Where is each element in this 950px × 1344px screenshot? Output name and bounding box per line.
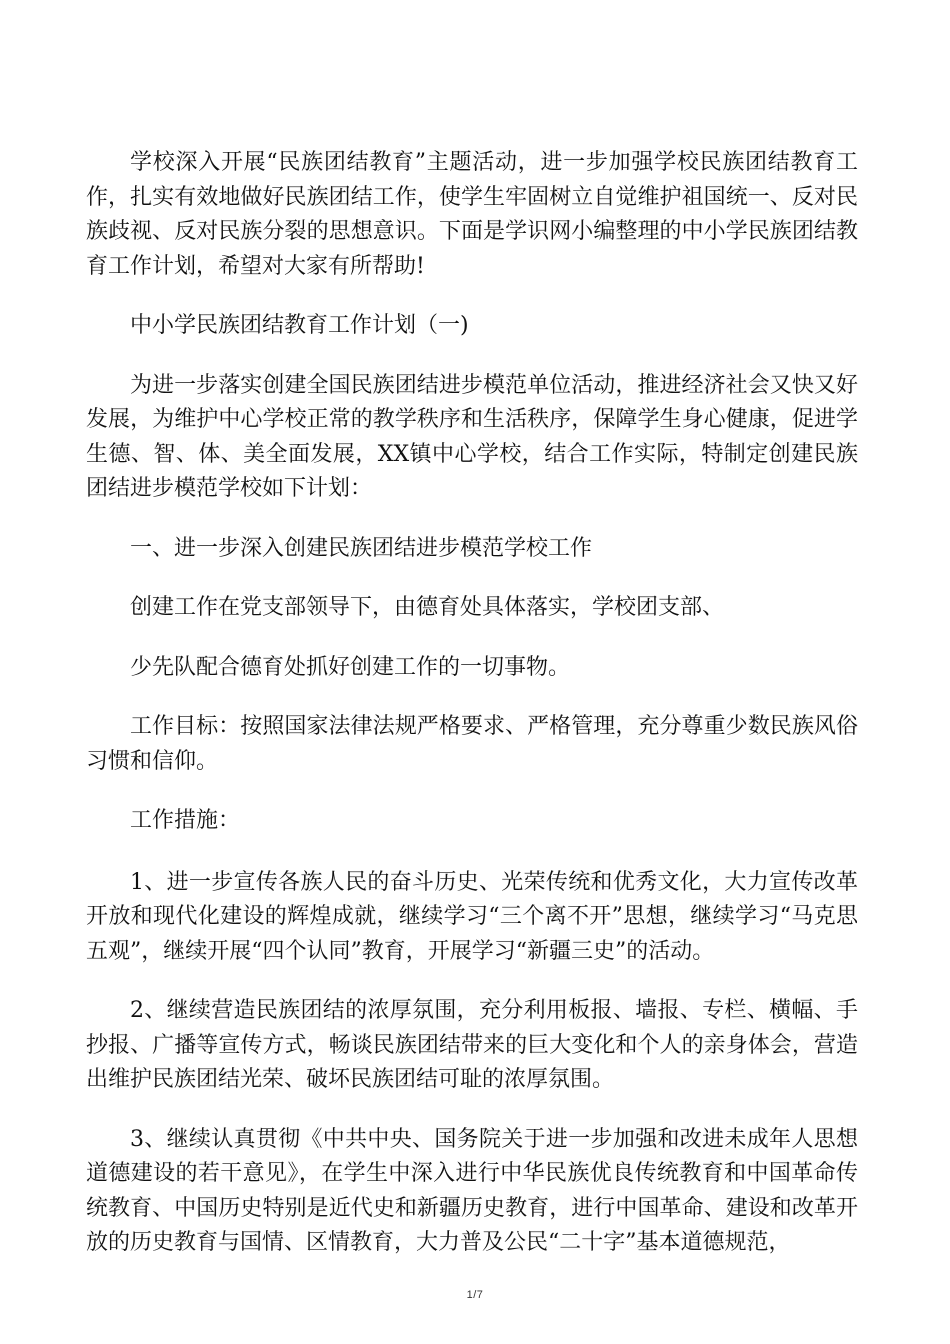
measure-item-3: 3、继续认真贯彻《中共中央、国务院关于进一步加强和改进未成年人思想道德建设的若干意见》，在学生中深入进行中华民族优良传统教育和中国革命传统教育、中国历史特别是近代史和新疆历史教育，进行中国革命、建设和改革开放的历史教育与国情、区情教育，大力普及公民“二十字”基本道德规范， (86, 1126, 858, 1255)
page-number: 1/7 (466, 1289, 484, 1301)
section-heading-item-one: 一、进一步深入创建民族团结进步模范学校工作 (130, 535, 593, 561)
document-page (86, 146, 858, 1286)
intro-paragraph: 学校深入开展“民族团结教育”主题活动，进一步加强学校民族团结教育工作，扎实有效地做好民族团结工作，使学生牢固树立自觉维护祖国统一、反对民族歧视、反对民族分裂的思想意识。下面是学识网小编整理的中小学民族团结教育工作计划，希望对大家有所帮助! (86, 150, 858, 279)
body-paragraph: 创建工作在党支部领导下，由德育处具体落实，学校团支部、 (130, 595, 725, 620)
measure-item-2: 2、继续营造民族团结的浓厚氛围，充分利用板报、墙报、专栏、横幅、手抄报、广播等宣传方式，畅谈民族团结带来的巨大变化和个人的亲身体会，营造出维护民族团结光荣、破坏民族团结可耻的浓厚氛围。 (86, 998, 858, 1092)
measure-item-1: 1、进一步宣传各族人民的奋斗历史、光荣传统和优秀文化，大力宣传改革开放和现代化建设的辉煌成就，继续学习“三个离不开”思想，继续学习“马克思五观”，继续开展“四个认同”教育，开展学习“新疆三史”的活动。 (86, 869, 858, 964)
work-measures-heading: 工作措施： (130, 808, 241, 833)
body-paragraph: 为进一步落实创建全国民族团结进步模范单位活动，推进经济社会又快又好发展，为维护中心学校正常的教学秩序和生活秩序，保障学生身心健康，促进学生德、智、体、美全面发展，XX镇中心学校，结合工作实际，特制定创建民族团结进步模范学校如下计划： (86, 372, 858, 501)
section-heading-plan-one: 中小学民族团结教育工作计划（一) (130, 313, 469, 338)
work-goal-paragraph: 工作目标：按照国家法律法规严格要求、严格管理，充分尊重少数民族风俗习惯和信仰。 (86, 714, 858, 774)
body-paragraph: 少先队配合德育处抓好创建工作的一切事物。 (130, 654, 571, 680)
